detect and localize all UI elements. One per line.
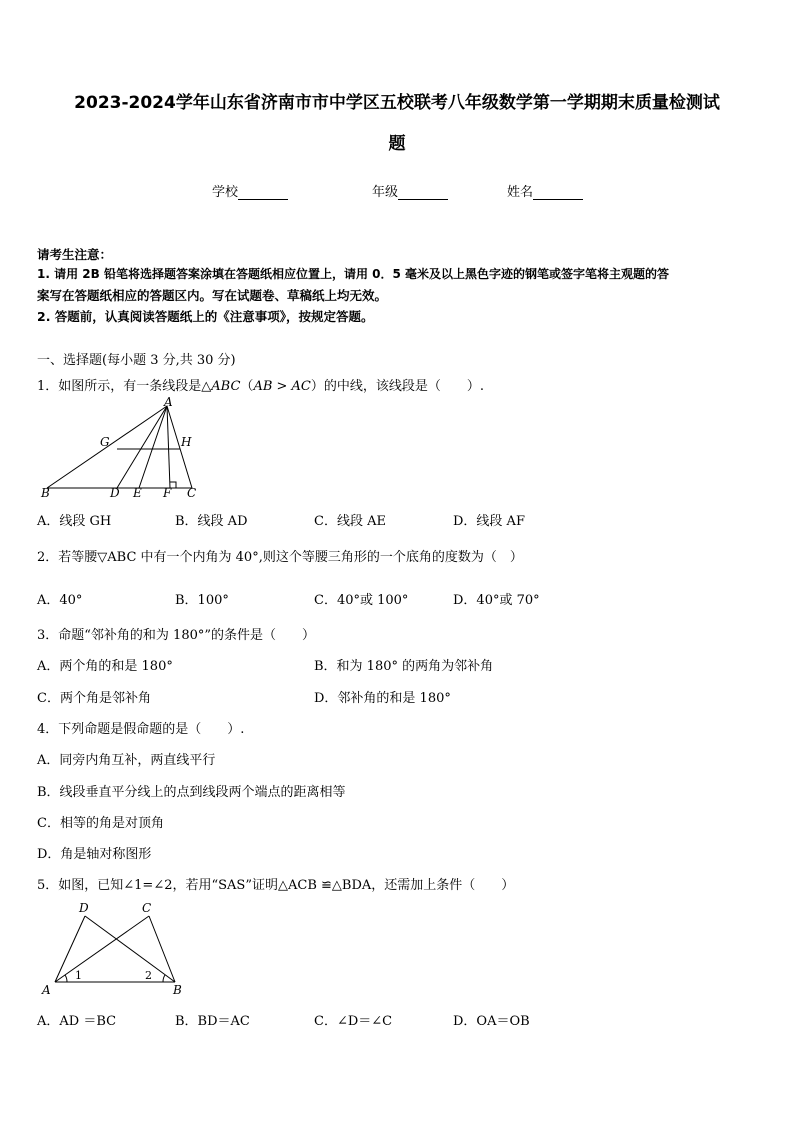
grade-label: 年级 (372, 185, 399, 200)
q2-option-a[interactable]: A．40° (37, 593, 83, 608)
q1-figure (37, 396, 207, 502)
name-field[interactable] (507, 181, 583, 200)
q2-option-c[interactable]: C．40°或 100° (314, 593, 409, 608)
q4-option-d[interactable]: D．角是轴对称图形 (37, 847, 152, 862)
q1-segment-af (167, 406, 170, 488)
q2-option-d[interactable]: D．40°或 70° (453, 593, 540, 608)
grade-field[interactable] (372, 181, 448, 200)
q3-stem: 3．命题“邻补角的和为 180°”的条件是（ ） (37, 628, 316, 643)
q1-label-c: C (187, 486, 197, 500)
q1-condition: AB > AC (253, 379, 311, 394)
q5-label-a: A (42, 983, 51, 997)
q5-angle-2-arc (163, 975, 165, 982)
q1-option-a[interactable]: A．线段 GH (37, 514, 112, 529)
q5-label-c: C (142, 901, 152, 915)
q2-stem: 2．若等腰▽ABC 中有一个内角为 40°,则这个等腰三角形的一个底角的度数为（ ） (37, 550, 523, 565)
notice-item1-line2: 案写在答题纸相应的答题区内。写在试题卷、草稿纸上均无效。 (37, 288, 388, 303)
school-field[interactable] (212, 181, 288, 200)
q5-label-d: D (79, 901, 89, 915)
q1-triangle-outline (47, 406, 192, 488)
notice-heading: 请考生注意： (37, 247, 113, 262)
exam-title-line1: 2023-2024学年山东省济南市市中学区五校联考八年级数学第一学期期末质量检测试 (74, 93, 720, 113)
q5-option-d[interactable]: D．OA＝OB (453, 1014, 530, 1029)
q2-option-b[interactable]: B．100° (175, 593, 229, 608)
q1-triangle: △ABC (201, 379, 241, 394)
q1-label-e: E (133, 486, 142, 500)
q4-option-b[interactable]: B．线段垂直平分线上的点到线段两个端点的距离相等 (37, 785, 346, 800)
q3-option-a[interactable]: A．两个角的和是 180° (37, 659, 173, 674)
q1-label-b: B (41, 486, 50, 500)
q1-option-b[interactable]: B．线段 AD (175, 514, 248, 529)
q1-label-a: A (164, 396, 173, 409)
q5-option-c[interactable]: C．∠D＝∠C (314, 1014, 393, 1029)
q1-option-c[interactable]: C．线段 AE (314, 514, 386, 529)
q4-option-c[interactable]: C．相等的角是对顶角 (37, 816, 164, 831)
q1-label-g: G (100, 435, 110, 449)
notice-item1-line1: 1. 请用 2B 铅笔将选择题答案涂填在答题纸相应位置上，请用 0．5 毫米及以上黑色字迹的钢笔或签字笔将主观题的答 (37, 267, 669, 281)
q1-label-h: H (181, 435, 192, 449)
school-label: 学校 (212, 185, 239, 200)
q4-stem: 4．下列命题是假命题的是（ ）. (37, 722, 245, 737)
q5-stem: 5．如图，已知∠1=∠2，若用“SAS”证明△ACB ≌△BDA，还需加上条件（ ） (37, 878, 515, 893)
q1-stem-post: 的中线，该线段是（ ）. (323, 379, 485, 394)
name-label: 姓名 (507, 185, 534, 200)
q4-option-a[interactable]: A．同旁内角互补，两直线平行 (37, 753, 216, 768)
q5-figure (37, 900, 197, 1000)
q1-segment-ad (117, 406, 167, 488)
q1-stem (37, 375, 484, 394)
q1-paren-close: ） (310, 379, 324, 394)
q5-label-angle-2: 2 (145, 969, 152, 982)
notice-item2: 2. 答题前，认真阅读答题纸上的《注意事项》，按规定答题。 (37, 309, 374, 324)
q5-label-angle-1: 1 (75, 969, 82, 982)
q1-label-f: F (163, 486, 172, 500)
q1-option-d[interactable]: D．线段 AF (453, 514, 525, 529)
q1-label-d: D (110, 486, 120, 500)
q3-option-b[interactable]: B．和为 180° 的两角为邻补角 (314, 659, 494, 674)
q3-option-c[interactable]: C．两个角是邻补角 (37, 691, 151, 706)
exam-title-line2: 题 (388, 134, 406, 154)
school-blank[interactable] (238, 186, 288, 200)
name-blank[interactable] (533, 186, 583, 200)
grade-blank[interactable] (398, 186, 448, 200)
q1-stem-pre: 1．如图所示，有一条线段是 (37, 379, 202, 394)
q3-option-d[interactable]: D．邻补角的和是 180° (314, 691, 451, 706)
q5-angle-1-arc (65, 975, 67, 982)
q5-label-b: B (173, 983, 182, 997)
q5-option-b[interactable]: B．BD＝AC (175, 1014, 250, 1029)
section-heading: 一、选择题(每小题 3 分,共 30 分) (37, 353, 236, 368)
q5-option-a[interactable]: A．AD ＝BC (37, 1014, 117, 1029)
q1-segment-ae (139, 406, 167, 488)
q1-paren-open: （ (240, 379, 254, 394)
q5-segment-ac (55, 916, 149, 982)
